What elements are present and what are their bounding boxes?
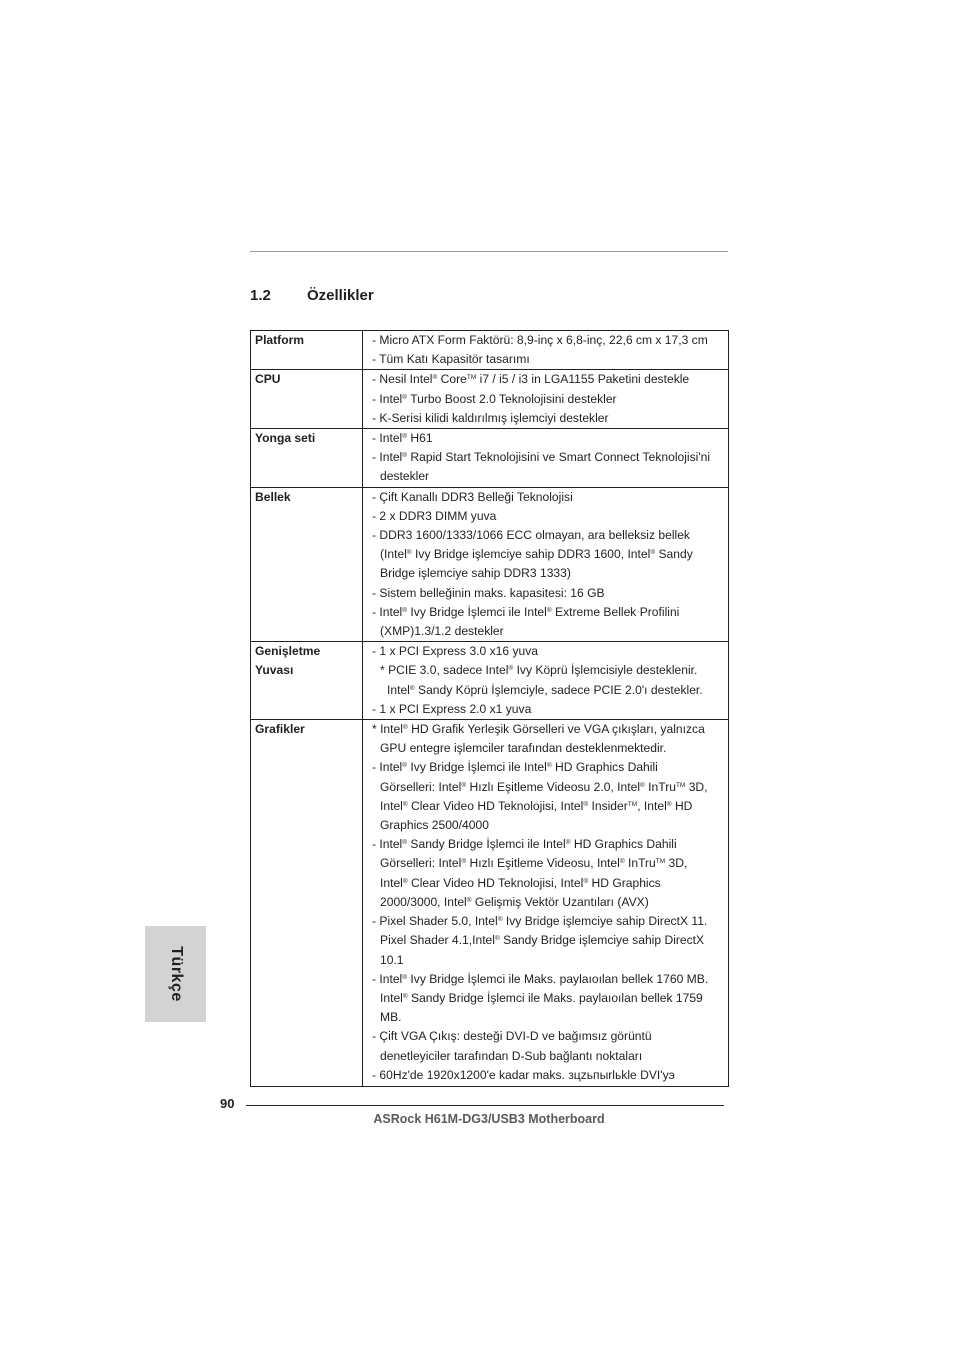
footer-rule <box>246 1105 724 1106</box>
spec-row-platform <box>251 331 729 370</box>
spec-line: - Pixel Shader 5.0, Intel® Ivy Bridge işlemciye sahip DirectX 11. <box>372 914 708 929</box>
spec-line: * Intel® HD Grafik Yerleşik Görselleri ve VGA çıkışları, yalnızca <box>372 722 705 737</box>
spec-line: - Çift VGA Çıkış: desteği DVI-D ve bağımsız görüntü <box>372 1029 652 1044</box>
spec-row-expansion <box>251 642 729 720</box>
spec-value <box>363 370 729 429</box>
section-title: Özellikler <box>307 287 374 304</box>
spec-label: CPU <box>251 370 363 429</box>
spec-line: 2000/3000, Intel® Gelişmiş Vektör Uzantıları (AVX) <box>380 894 649 909</box>
language-tab-label: Türkçe <box>167 946 185 1002</box>
spec-line: Intel® Sandy Köprü İşlemciyle, sadece PCIE 2.0'ı destekler. <box>387 682 703 697</box>
top-rule <box>250 251 728 252</box>
spec-line: - Intel® H61 <box>372 431 433 446</box>
spec-label <box>251 642 363 720</box>
spec-line: - 1 x PCI Express 3.0 x16 yuva <box>372 644 539 659</box>
language-side-tab <box>145 926 206 1022</box>
spec-line: - 2 x DDR3 DIMM yuva <box>372 508 497 523</box>
spec-line: - Intel® Ivy Bridge İşlemci ile Intel® HD Graphics Dahili <box>372 760 658 775</box>
spec-line: MB. <box>380 1010 402 1025</box>
spec-label: Yonga seti <box>251 429 363 488</box>
spec-line: Intel® Clear Video HD Teknolojisi, Intel® Insider™, Intel® HD <box>380 798 693 813</box>
spec-line: - K-Serisi kilidi kaldırılmış işlemciyi destekler <box>372 410 609 425</box>
spec-line: - Intel® Sandy Bridge İşlemci ile Intel® HD Graphics Dahili <box>372 837 677 852</box>
spec-label-line: Yuvası <box>255 663 294 678</box>
spec-value <box>363 642 729 720</box>
spec-line: Bridge işlemciye sahip DDR3 1333) <box>380 566 571 581</box>
spec-line: - 1 x PCI Express 2.0 x1 yuva <box>372 701 532 716</box>
spec-line: - 60Hz'de 1920x1200'e kadar maks. зцzьпыrlьkle DVI'yэ <box>372 1067 675 1082</box>
spec-value <box>363 331 729 370</box>
spec-row-graphics <box>251 720 729 1087</box>
spec-row-memory <box>251 487 729 642</box>
spec-line: Intel® Sandy Bridge İşlemci ile Maks. paylaıoılan bellek 1759 <box>380 990 703 1005</box>
section-heading <box>250 287 374 304</box>
specifications-table <box>250 330 729 1087</box>
spec-line: destekler <box>380 469 430 484</box>
spec-line: (XMP)1.3/1.2 destekler <box>380 624 504 639</box>
spec-line: Görselleri: Intel® Hızlı Eşitleme Videosu 2.0, Intel® InTru™ 3D, <box>380 779 708 794</box>
spec-label-line: Genişletme <box>255 644 321 659</box>
spec-value <box>363 429 729 488</box>
spec-label: Bellek <box>251 487 363 642</box>
spec-line: 10.1 <box>380 952 404 967</box>
spec-line: Graphics 2500/4000 <box>380 818 489 833</box>
spec-line: - Intel® Ivy Bridge İşlemci ile Maks. paylaıoılan bellek 1760 MB. <box>372 971 709 986</box>
spec-line: - Intel® Turbo Boost 2.0 Teknolojisini destekler <box>372 391 617 406</box>
spec-value <box>363 720 729 1087</box>
spec-line: GPU entegre işlemciler tarafından desteklenmektedir. <box>380 741 667 756</box>
spec-line: Görselleri: Intel® Hızlı Eşitleme Videosu, Intel® InTru™ 3D, <box>380 856 688 871</box>
spec-line: - Nesil Intel® Core™ i7 / i5 / i3 in LGA1155 Paketini destekle <box>372 372 690 387</box>
spec-line: Intel® Clear Video HD Teknolojisi, Intel® HD Graphics <box>380 875 661 890</box>
spec-row-chipset <box>251 429 729 488</box>
spec-line: - Sistem belleğinin maks. kapasitesi: 16 GB <box>372 585 605 600</box>
spec-line: (Intel® Ivy Bridge işlemciye sahip DDR3 1600, Intel® Sandy <box>380 547 693 562</box>
spec-label: Grafikler <box>251 720 363 1087</box>
spec-line: - Intel® Ivy Bridge İşlemci ile Intel® Extreme Bellek Profilini <box>372 604 680 619</box>
spec-line: - Intel® Rapid Start Teknolojisini ve Smart Connect Teknolojisi'ni <box>372 450 711 465</box>
footer-product-name: ASRock H61M-DG3/USB3 Motherboard <box>373 1112 605 1126</box>
page-number: 90 <box>220 1096 235 1111</box>
spec-row-cpu <box>251 370 729 429</box>
spec-line: denetleyiciler tarafından D-Sub bağlantı noktaları <box>380 1048 643 1063</box>
spec-line: - DDR3 1600/1333/1066 ECC olmayan, ara belleksiz bellek <box>372 528 690 543</box>
spec-line: - Çift Kanallı DDR3 Belleği Teknolojisi <box>372 489 573 504</box>
spec-line: - Micro ATX Form Faktörü: 8,9-inç x 6,8-inç, 22,6 cm x 17,3 cm <box>372 333 708 347</box>
spec-value <box>363 487 729 642</box>
section-number: 1.2 <box>250 287 271 304</box>
spec-line: * PCIE 3.0, sadece Intel® Ivy Köprü İşlemcisiyle desteklenir. <box>380 663 698 678</box>
spec-label: Platform <box>251 331 363 370</box>
spec-line: Pixel Shader 4.1,Intel® Sandy Bridge işlemciye sahip DirectX <box>380 933 705 948</box>
spec-line: - Tüm Katı Kapasitör tasarımı <box>372 352 530 367</box>
